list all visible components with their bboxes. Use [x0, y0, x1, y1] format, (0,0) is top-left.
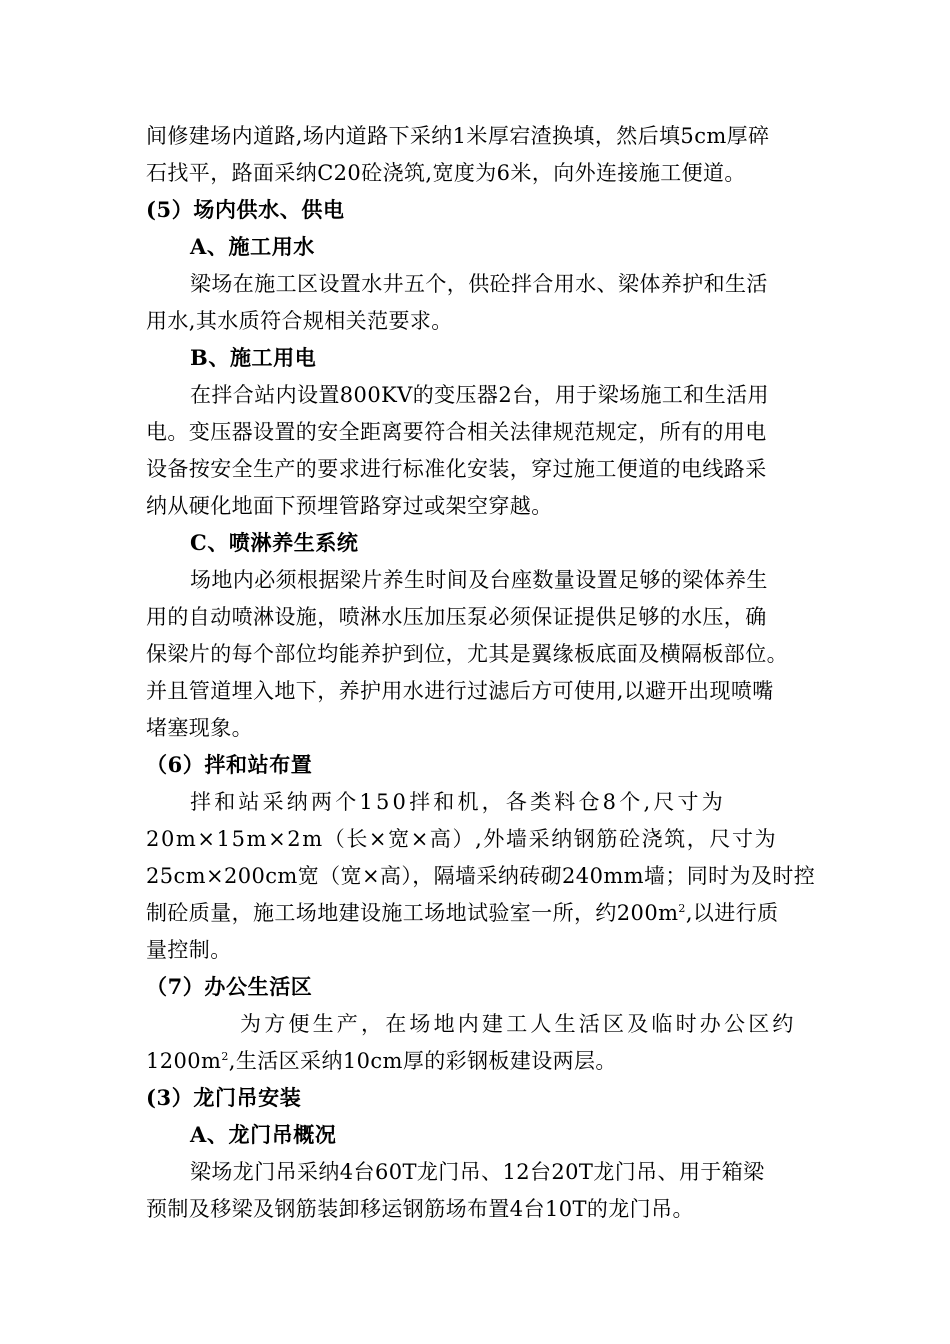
- paragraph-line: 场地内必须根据梁片养生时间及台座数量设置足够的梁体养生: [190, 568, 768, 592]
- line-text: ,以进行质: [685, 901, 779, 925]
- paragraph-line: 保梁片的每个部位均能养护到位，尤其是翼缘板底面及横隔板部位。: [146, 642, 788, 666]
- paragraph-line: [146, 1046, 617, 1076]
- section-heading: （7）办公生活区: [146, 974, 313, 999]
- line-text: ,生活区采纳10cm厚的彩钢板建设两层。: [228, 1049, 617, 1073]
- paragraph-line: 用水,其水质符合规相关范要求。: [146, 309, 453, 333]
- paragraph-line: 在拌合站内设置800KV的变压器2台，用于梁场施工和生活用: [190, 383, 769, 407]
- subsection-heading: A、龙门吊概况: [190, 1122, 337, 1147]
- paragraph-line: 电。变压器设置的安全距离要符合相关法律规范规定，所有的用电: [146, 420, 767, 444]
- paragraph-line: 预制及移梁及钢筋装卸移运钢筋场布置4台10T的龙门吊。: [146, 1197, 694, 1221]
- subsection-heading: C、喷淋养生系统: [190, 530, 359, 555]
- paragraph-line: 设备按安全生产的要求进行标准化安装，穿过施工便道的电线路采: [146, 457, 767, 481]
- superscript: 2: [221, 1050, 229, 1063]
- paragraph-line: 间修建场内道路,场内道路下采纳1米厚宕渣换填，然后填5cm厚碎: [146, 124, 770, 148]
- section-heading: （6）拌和站布置: [146, 752, 313, 777]
- paragraph-line: 并且管道埋入地下，养护用水进行过滤后方可使用,以避开出现喷嘴: [146, 679, 774, 703]
- line-text: 制砼质量，施工场地建设施工场地试验室一所，约200m: [146, 901, 679, 925]
- paragraph-line: 20m×15m×2m（长×宽×高）,外墙采纳钢筋砼浇筑，尺寸为: [146, 827, 778, 851]
- paragraph-line: 堵塞现象。: [146, 716, 253, 740]
- paragraph-line: 用的自动喷淋设施，喷淋水压加压泵必须保证提供足够的水压，确: [146, 605, 767, 629]
- paragraph-line: 拌和站采纳两个150拌和机，各类料仓8个,尺寸为: [190, 790, 726, 814]
- section-heading: (5）场内供水、供电: [146, 197, 345, 222]
- line-text: 1200m: [146, 1049, 222, 1073]
- paragraph-line: 梁场龙门吊采纳4台60T龙门吊、12台20T龙门吊、用于箱梁: [190, 1160, 765, 1184]
- paragraph-line: 石找平，路面采纳C20砼浇筑,宽度为6米，向外连接施工便道。: [146, 161, 746, 185]
- paragraph-line: 梁场在施工区设置水井五个，供砼拌合用水、梁体养护和生活: [190, 272, 768, 296]
- superscript: 2: [678, 902, 686, 915]
- subsection-heading: B、施工用电: [190, 345, 317, 370]
- subsection-heading: A、施工用水: [190, 234, 315, 259]
- paragraph-line: [146, 898, 779, 928]
- paragraph-line: 量控制。: [146, 938, 232, 962]
- paragraph-line: 纳从硬化地面下预埋管路穿过或架空穿越。: [146, 494, 553, 518]
- paragraph-line: 25cm×200cm宽（宽×高），隔墙采纳砖砌240mm墙；同时为及时控: [146, 864, 816, 888]
- paragraph-line: 为方便生产，在场地内建工人生活区及临时办公区约: [240, 1012, 797, 1036]
- section-heading: (3）龙门吊安装: [146, 1085, 302, 1110]
